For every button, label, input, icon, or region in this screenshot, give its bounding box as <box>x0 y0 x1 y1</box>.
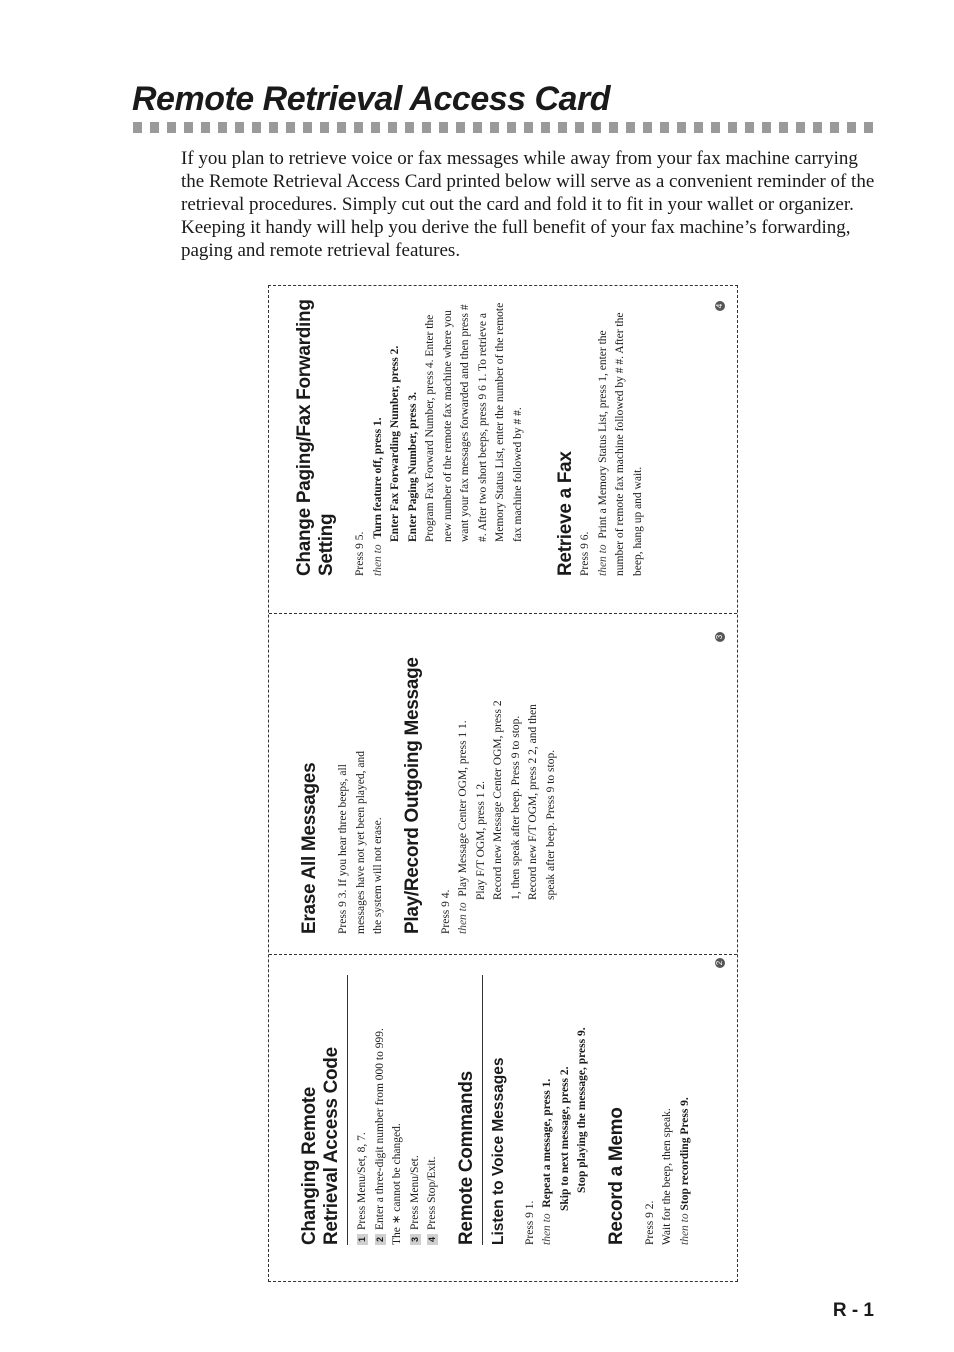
access-card <box>268 285 738 1282</box>
step-text: Press Stop/Exit. <box>426 1156 438 1230</box>
step-text: Press Menu/Set. <box>408 1155 421 1230</box>
ogm-item: Record new F/T OGM, press 2 2, and then speak after beep. Press 9 to stop. <box>527 704 557 900</box>
card-panel-3 <box>269 614 739 954</box>
ogm-item: Play F/T OGM, press 1 2. <box>474 781 487 900</box>
memo-wait: Wait for the beep, then speak. <box>661 1108 673 1245</box>
step-number: 1 <box>354 1230 372 1245</box>
panel-number-badge: 3 <box>715 632 725 642</box>
panel-4-content <box>294 296 647 576</box>
erase-heading: Erase All Messages <box>299 762 320 934</box>
then-to-label: then to <box>457 902 469 934</box>
listen-item: Stop playing the message, press 9. <box>576 1027 588 1193</box>
panel-number-badge: 4 <box>715 301 725 311</box>
title-dotted-rule <box>133 122 873 133</box>
step-number: 3 <box>407 1230 425 1245</box>
step-number: 4 <box>424 1230 442 1245</box>
intro-paragraph: If you plan to retrieve voice or fax messages while away from your fax machine carrying the Remote Retrieval Access Card printed below will serve as a convenient reminder of the retrieval procedures. Simply cut out the card and fold it to fit in your wallet or organizer. Keeping it handy will help you derive the full benefit of your fax machine’s forwarding, paging and remote retrieval features. <box>181 148 875 261</box>
ogm-item: Record new Message Center OGM, press 2 1, then speak after beep. Press 9 to stop. <box>492 700 522 900</box>
forwarding-item: Turn feature off, press 1. <box>371 417 384 539</box>
panel-number-badge: 2 <box>715 958 725 968</box>
memo-stop: Stop recording Press 9. <box>678 1097 691 1211</box>
remote-commands-heading: Remote Commands <box>455 1071 477 1245</box>
forwarding-heading: Change Paging/Fax Forwarding Setting <box>294 299 337 576</box>
then-to-label: then to <box>371 544 384 576</box>
panel-3-content <box>299 634 560 934</box>
memo-press: Press 9 2. <box>643 1200 656 1245</box>
ogm-heading: Play/Record Outgoing Message <box>401 657 423 934</box>
forwarding-item: Enter Fax Forwarding Number, press 2. <box>389 345 401 542</box>
change-code-heading: Changing Remote Retrieval Access Code <box>299 1047 342 1245</box>
then-to-label: then to <box>596 544 609 576</box>
erase-text: Press 9 3. If you hear three beeps, all messages have not yet been played, and the system will not erase. <box>337 751 384 934</box>
listen-heading: Listen to Voice Messages <box>489 1057 507 1245</box>
step-text: Press Menu/Set, 8, 7. <box>356 1132 368 1230</box>
heading-rule <box>347 975 348 1245</box>
forwarding-item: Enter Paging Number, press 3. <box>406 392 419 542</box>
forwarding-item: Program Fax Forward Number, press 4. Enter the new number of the remote fax machine where you want your fax messages forwarded and then press # #. After two short beeps, press 9 6 1. To retrieve a Memory Status List, enter the number of the remote fax machine followed by # #. <box>424 302 524 542</box>
retrieve-fax-heading: Retrieve a Fax <box>555 451 576 576</box>
page-title: Remote Retrieval Access Card <box>132 80 610 118</box>
retrieve-fax-press: Press 9 6. <box>579 531 591 576</box>
step-number: 2 <box>372 1230 390 1245</box>
listen-item: Skip to next message, press 2. <box>558 1066 571 1211</box>
listen-item: Repeat a message, press 1. <box>541 1078 553 1208</box>
step-text: Enter a three-digit number from 000 to 999. The ∗ cannot be changed. <box>373 1028 403 1245</box>
ogm-press: Press 9 4. <box>439 889 452 934</box>
listen-press: Press 9 1. <box>523 1200 536 1245</box>
record-memo-heading: Record a Memo <box>605 1107 627 1245</box>
card-panel-4 <box>269 286 739 613</box>
then-to-label: then to <box>678 1213 691 1245</box>
panel-2-content <box>299 975 694 1245</box>
forwarding-press: Press 9 5. <box>354 531 366 576</box>
heading-rule <box>482 975 483 1245</box>
page-footer: R - 1 <box>832 1300 874 1321</box>
retrieve-fax-item: Print a Memory Status List, press 1, enter the number of remote fax machine followed by # #. After the beep, hang up and wait. <box>596 312 644 576</box>
then-to-label: then to <box>541 1213 553 1245</box>
ogm-item: Play Message Center OGM, press 1 1. <box>457 720 469 897</box>
card-panel-2 <box>269 955 739 1283</box>
